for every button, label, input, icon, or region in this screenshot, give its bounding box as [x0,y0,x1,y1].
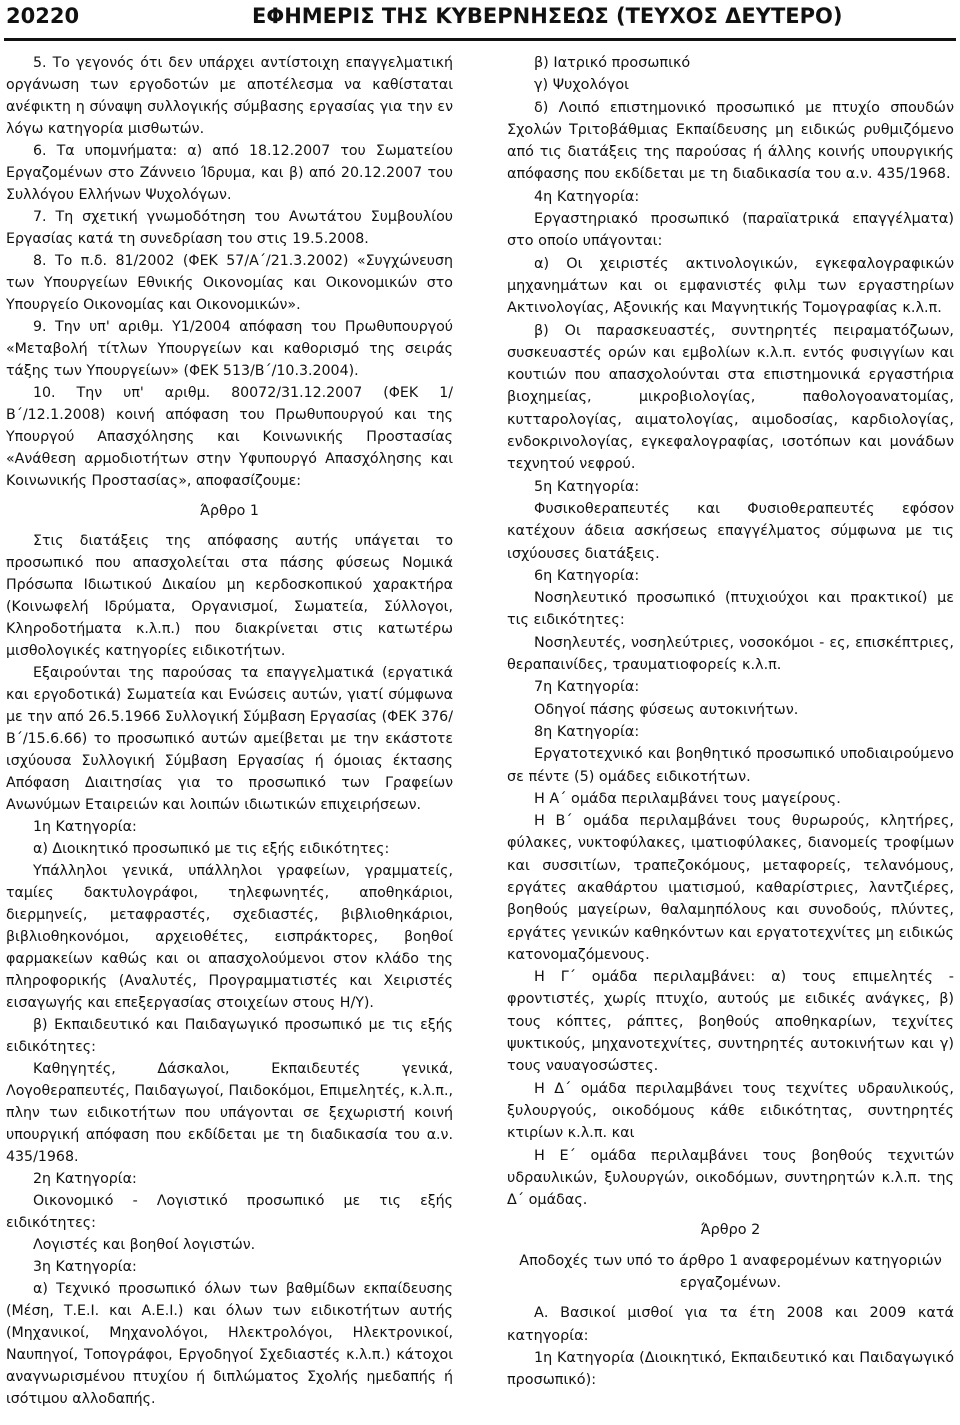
paragraph: α) Διοικητικό προσωπικό με τις εξής ειδικότητες: [33,841,390,857]
paragraph: β) Οι παρασκευαστές, συντηρητές πειραματόζωων, συσκευαστές ορών και εμβολίων κ.λ.π. εντός φυσιγγίων και κουτιών που απασχολούνται στα επιστημονικά εργαστήρια βιοχημείας, μικροβιολογίας, παθολογοανατομίας, κυτταρολογίας, αιματολογίας, αιμοδοσίας, καρδιολογίας, ενδοκρινολογίας, εγκεφαλογραφίας, ισοτόπων και μονάδων τεχνητού νεφρού. [507,322,954,473]
page-header [0,0,960,44]
paragraph: Λογιστές και βοηθοί λογιστών. [33,1237,256,1253]
paragraph: Η Γ΄ ομάδα περιλαμβάνει: α) τους επιμελητές - φροντιστές, χωρίς πτυχίο, αυτούς με ειδικές ανάγκες, β) τους κόπτες, ράπτες, βοηθούς αποθηκαρίων, τεχνίτες ψυκτικούς, μηχανοτεχνίτες, συντηρητές αυτοκινήτων και γ) τους ναυαγοσώστες. [507,969,954,1075]
paragraph: Η Ε΄ ομάδα περιλαμβάνει τους βοηθούς τεχνιτών υδραυλικών, ξυλουργών, οικοδόμων, συντηρητών κ.λ.π. της Δ΄ ομάδας. [507,1147,954,1209]
paragraph: Καθηγητές, Δάσκαλοι, Εκπαιδευτές γενικά, Λογοθεραπευτές, Παιδαγωγοί, Παιδοκόμοι, Επιμελητές, κ.λ.π., πλην των ειδικοτήτων που υπάγονται σε ξεχωριστή κοινή υπουργική απόφαση που εκδίδεται με τη διαδικασία του α.ν. 435/1968. [6,1061,453,1165]
paragraph: Νοσηλευτικό προσωπικό (πτυχιούχοι και πρακτικοί) με τις ειδικότητες: [507,590,954,629]
paragraph: β) Ιατρικό προσωπικό [534,55,691,71]
paragraph: 10. Την υπ' αριθμ. 80072/31.12.2007 (ΦΕΚ 1/Β΄/12.1.2008) κοινή απόφαση του Πρωθυπουργού και της Υπουργού Απασχόλησης και Κοινωνικής Προστασίας «Ανάθεση αρμοδιοτήτων στην Υφυπουργό Απασχόλησης και Κοινωνικής Προστασίας», αποφασίζουμε: [6,385,453,489]
paragraph: 8. Το π.δ. 81/2002 (ΦΕΚ 57/Α΄/21.3.2002) «Συγχώνευση των Υπουργείων Εθνικής Οικονομίας και Οικονομικών στο Υπουργείο Οικονομίας και Οικονομικών». [6,253,453,313]
paragraph: δ) Λοιπό επιστημονικό προσωπικό με πτυχίο σπουδών Σχολών Τριτοβάθμιας Εκπαίδευσης μη ειδικώς ρυθμιζόμενο από τις διατάξεις της παρούσας ή άλλης κοινής υπουργικής απόφασης που εκδίδεται με τη διαδικασία του α.ν. 435/1968. [507,99,954,183]
gazette-title: ΕΦΗΜΕΡΙΣ ΤΗΣ ΚΥΒΕΡΝΗΣΕΩΣ (ΤΕΥΧΟΣ ΔΕΥΤΕΡΟ) [252,4,843,28]
right-column [507,52,954,1392]
article-heading: Άρθρο 1 [200,503,259,519]
paragraph: 6. Τα υπομνήματα: α) από 18.12.2007 του Σωματείου Εργαζομένων στο Ζάννειο Ίδρυμα, και β) από 20.12.2007 του Συλλόγου Ελλήνων Ψυχολόγων. [6,143,453,203]
paragraph: Εργαστηριακό προσωπικό (παραϊατρικά επαγγέλματα) στο οποίο υπάγονται: [507,211,954,250]
paragraph: 6η Κατηγορία: [534,567,640,584]
paragraph: 1η Κατηγορία (Διοικητικό, Εκπαιδευτικό και Παιδαγωγικό προσωπικό): [507,1349,954,1389]
paragraph: Η Β΄ ομάδα περιλαμβάνει τους θυρωρούς, κλητήρες, φύλακες, νυκτοφύλακες, ιματιοφύλακες, διανομείς τροφίμων και συσσιτίων, τραπεζοκόμους, μεταφορείς, τελανόμους, εργάτες ακαθάρτου ιματισμού, καθαρίστριες, λαντζιέρες, βοηθούς μαγείρων, θαλαμηπόλους και συνοδούς, πλύντες, εργάτες γενικών καθηκόντων και εργατοτεχνίτες μη ειδικώς κατονομαζόμενους. [507,813,954,963]
paragraph: 5η Κατηγορία: [534,478,640,495]
paragraph: 3η Κατηγορία: [33,1259,137,1275]
page-number: 20220 [6,4,80,28]
paragraph: 5. Το γεγονός ότι δεν υπάρχει αντίστοιχη επαγγελματική οργάνωση των εργοδοτών με αποτέλεσμα να καθίσταται ανέφικτη η σύναψη συλλογικής σύμβασης εργασίας για την εν λόγω κατηγορία μισθωτών. [6,55,453,137]
paragraph: 8η Κατηγορία: [534,723,640,740]
paragraph: 4η Κατηγορία: [534,188,640,205]
paragraph: γ) Ψυχολόγοι [534,77,629,94]
paragraph: β) Εκπαιδευτικό και Παιδαγωγικό προσωπικό με τις εξής ειδικότητες: [6,1017,453,1055]
paragraph: 9. Την υπ' αριθμ. Υ1/2004 απόφαση του Πρωθυπουργού «Μεταβολή τίτλων Υπουργείων και καθορισμό της σειράς τάξης των Υπουργείων» (ΦΕΚ 513/Β΄/10.3.2004). [6,319,453,379]
paragraph: 7. Τη σχετική γνωμοδότηση του Ανωτάτου Συμβουλίου Εργασίας κατά τη συνεδρίαση του στις 19.5.2008. [6,209,453,247]
paragraph: 7η Κατηγορία: [534,679,640,696]
paragraph: Εξαιρούνται της παρούσας τα επαγγελματικά (εργατικά και εργοδοτικά) Σωματεία και Ενώσεις αυτών, γιατί σύμφωνα με την από 26.5.1966 Συλλογική Σύμβαση Εργασίας (ΦΕΚ 376/Β΄/15.6.66) το προσωπικό αυτών αμείβεται με την εκάστοτε ισχύουσα Συλλογική Σύμβαση Εργασίας ή όμοιας έκτασης Απόφαση Διαιτησίας για το προσωπικό των Γραφείων Ανωνύμων Εταιρειών και λοιπών ιδιωτικών επιχειρήσεων. [6,665,453,813]
article-heading: Αποδοχές των υπό το άρθρο 1 αναφερομένων κατηγοριών εργαζομένων. [519,1252,942,1292]
paragraph: Στις διατάξεις της απόφασης αυτής υπάγεται το προσωπικό που απασχολείται στα πάσης φύσεως Νομικά Πρόσωπα Ιδιωτικού Δικαίου μη κερδοσκοπικού χαρακτήρα (Κοινωφελή Ιδρύματα, Οργανισμοί, Σωματεία, Σύλλογοι, Κληροδοτήματα κ.λ.π.) που διακρίνεται στις κατωτέρω μισθολογικές κατηγορίες ειδικοτήτων. [6,533,453,659]
paragraph: Α. Βασικοί μισθοί για τα έτη 2008 και 2009 κατά κατηγορία: [507,1305,954,1344]
paragraph: 1η Κατηγορία: [33,819,137,835]
paragraph: 2η Κατηγορία: [33,1171,137,1187]
paragraph: Υπάλληλοι γενικά, υπάλληλοι γραφείων, γραμματείς, ταμίες δακτυλογράφοι, τηλεφωνητές, αποθηκάριοι, διερμηνείς, μεταφραστές, σχεδιαστές, βιβλιοθηκάριοι, βιβλιοθηκονόμοι, αρχειοθέτες, εισπράκτορες, βοηθοί φαρμακείων καθώς και οι απασχολούμενοι στον κλάδο της πληροφορικής (Αναλυτές, Προγραμματιστές και Χειριστές εισαγωγής και επεξεργασίας στοιχείων στους Η/Υ). [6,863,453,1011]
paragraph: Νοσηλευτές, νοσηλεύτριες, νοσοκόμοι - ες, επισκέπτριες, θεραπαινίδες, τραυματιοφορείς κ.λ.π. [507,634,954,674]
left-column [6,52,453,1410]
article-heading: Άρθρο 2 [700,1222,761,1239]
paragraph: α) Οι χειριστές ακτινολογικών, εγκεφαλογραφικών μηχανημάτων και οι εμφανιστές φιλμ των εργαστηρίων Ακτινολογίας, Αξονικής και Μαγνητικής Τομογραφίας κ.λ.π. [507,255,954,317]
paragraph: Φυσικοθεραπευτές και Φυσιοθεραπευτές εφόσον κατέχουν άδεια ασκήσεως επαγγέλματος σύμφωνα με τις ισχύουσες διατάξεις. [507,500,954,562]
paragraph: Η Α΄ ομάδα περιλαμβάνει τους μαγείρους. [534,790,841,807]
paragraph: Οδηγοί πάσης φύσεως αυτοκινήτων. [534,701,799,718]
paragraph: Οικονομικό - Λογιστικό προσωπικό με τις εξής ειδικότητες: [6,1193,453,1231]
paragraph: Εργατοτεχνικό και βοηθητικό προσωπικό υποδιαιρούμενο σε πέντε (5) ομάδες ειδικοτήτων. [507,746,954,785]
header-rule [4,38,956,41]
paragraph: Η Δ΄ ομάδα περιλαμβάνει τους τεχνίτες υδραυλικούς, ξυλουργούς, οικοδόμους κάθε ειδικότητας, συντηρητές κτιρίων κ.λ.π. και [507,1080,954,1142]
paragraph: α) Τεχνικό προσωπικό όλων των βαθμίδων εκπαίδευσης (Μέση, Τ.Ε.Ι. και Α.Ε.Ι.) και όλων των ειδικοτήτων αυτής (Μηχανικοί, Μηχανολόγοι, Ηλεκτρολόγοι, Ηλεκτρονικοί, Ναυπηγοί, Τοπογράφοι, Εργοδηγοί Σχεδιαστές κ.λ.π.) κάτοχοι αναγνωρισμένου πτυχίου ή διπλώματος Σχολής ημεδαπής ή ισότιμου αλλοδαπής. [6,1281,453,1407]
